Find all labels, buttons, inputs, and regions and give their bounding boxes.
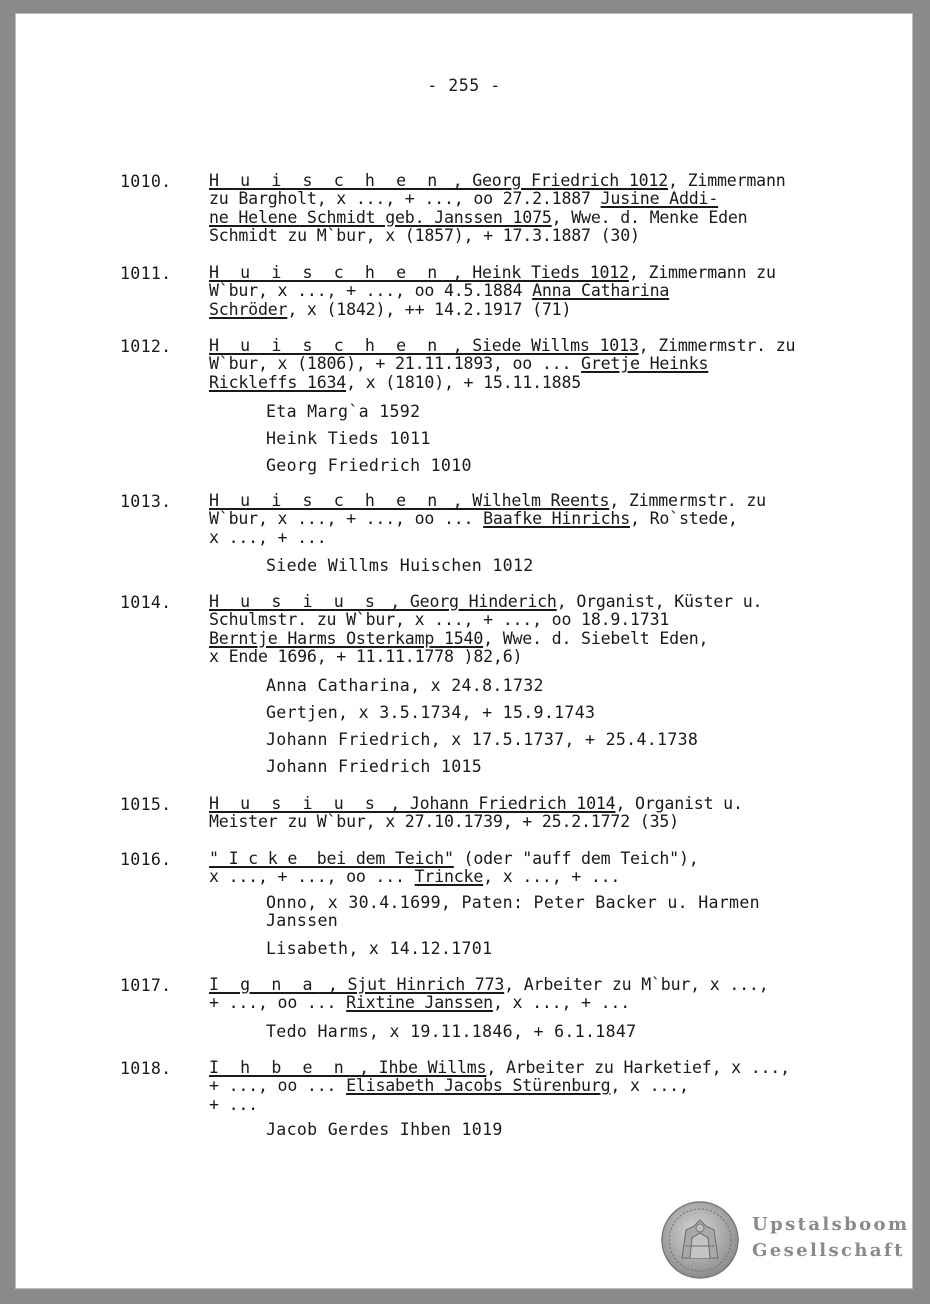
entry-details: , Organist u. xyxy=(615,794,743,813)
entry-details: + ... xyxy=(209,1094,258,1114)
surname: H u i s c h e n xyxy=(209,263,443,282)
entry-details: W`bur, x ..., + ..., oo 4.5.1884 xyxy=(209,281,533,301)
underlined-name: Anna Catharina xyxy=(532,281,670,301)
entry-number: 1014. xyxy=(120,593,172,612)
entry-line xyxy=(209,1059,849,1077)
child-entry: Georg Friedrich 1010 xyxy=(266,456,472,475)
entry-line xyxy=(209,264,849,282)
surname: H u i s c h e n xyxy=(209,491,443,510)
name-heading xyxy=(209,794,615,813)
surname: H u s i u s xyxy=(209,592,381,611)
document-body xyxy=(16,14,912,1288)
entry-details: , Wwe. d. Menke Eden xyxy=(551,207,748,227)
entry-number: 1018. xyxy=(120,1059,172,1078)
given-names: , Heink Tieds 1012 xyxy=(442,263,629,282)
entry-number: 1017. xyxy=(120,976,172,995)
entry-number: 1011. xyxy=(120,264,172,283)
child-entry: Lisabeth, x 14.12.1701 xyxy=(266,939,493,959)
child-entry: Jacob Gerdes Ihben 1019 xyxy=(266,1120,503,1139)
child-entry: Anna Catharina, x 24.8.1732 xyxy=(266,676,544,695)
entry-line xyxy=(209,172,849,190)
underlined-name: ne Helene Schmidt geb. Janssen 1075 xyxy=(209,207,552,227)
name-heading xyxy=(209,171,668,190)
entry-details: Schmidt zu M`bur, x (1857), + 17.3.1887 (30) xyxy=(209,226,640,246)
entry-line xyxy=(209,337,849,355)
entry-details: , x (1810), + 15.11.1885 xyxy=(346,372,582,392)
entry-line xyxy=(209,510,849,528)
entry-details: , x ..., + ... xyxy=(483,867,621,887)
entry-line xyxy=(209,355,849,373)
entry-number: 1010. xyxy=(120,172,172,191)
entry-line xyxy=(209,1096,849,1114)
entry-text xyxy=(209,337,849,392)
underlined-name: Schröder xyxy=(209,299,288,319)
given-names: , Ihbe Willms xyxy=(349,1058,487,1077)
entry-text xyxy=(209,850,849,887)
entry-details: , Arbeiter zu Harketief, x ..., xyxy=(486,1058,790,1077)
entry-details: , x (1842), ++ 14.2.1917 (71) xyxy=(287,299,572,319)
entry-line xyxy=(209,648,849,666)
logo-text-line2: Gesellschaft xyxy=(752,1240,905,1261)
underlined-name: Trincke xyxy=(414,867,484,887)
name-heading xyxy=(209,1058,486,1077)
underlined-name: Jusine Addi- xyxy=(600,189,719,209)
given-names: , Georg Friedrich 1012 xyxy=(442,171,669,190)
name-heading xyxy=(209,975,504,994)
entry-details: , Ro`stede, xyxy=(630,509,738,529)
entry-line xyxy=(209,209,849,227)
given-names: , Siede Willms 1013 xyxy=(442,336,639,355)
entry-text xyxy=(209,492,849,547)
entry-details: W`bur, x (1806), + 21.11.1893, oo ... xyxy=(209,354,582,374)
entry-text xyxy=(209,976,849,1013)
entry-details: , Zimmermann xyxy=(668,171,786,190)
document-page xyxy=(16,14,912,1288)
entry-text xyxy=(209,1059,849,1114)
entry-line xyxy=(209,630,849,648)
given-names: , Wilhelm Reents xyxy=(442,491,610,510)
entry-details: x ..., + ... xyxy=(209,527,327,547)
entry-line xyxy=(209,976,849,994)
entry-details: x Ende 1696, + 11.11.1778 )82,6) xyxy=(209,647,523,667)
entry-details: Meister zu W`bur, x 27.10.1739, + 25.2.1772 (35) xyxy=(209,812,679,832)
child-entry: Johann Friedrich, x 17.5.1737, + 25.4.1738 xyxy=(266,730,699,749)
entry-line xyxy=(209,1077,849,1095)
child-entry: Siede Willms Huischen 1012 xyxy=(266,556,534,575)
name-heading xyxy=(209,491,609,510)
entry-line xyxy=(209,813,849,831)
child-entry: Onno, x 30.4.1699, Paten: Peter Backer u. Harmen Janssen xyxy=(266,893,771,931)
surname: I h b e n xyxy=(209,1058,350,1077)
child-entry: Eta Marg`a 1592 xyxy=(266,402,421,421)
entry-line xyxy=(209,190,849,208)
given-names: , Georg Hinderich xyxy=(380,592,557,611)
entry-details: , Zimmermstr. zu xyxy=(638,336,796,355)
entry-line xyxy=(209,795,849,813)
underlined-name: Gretje Heinks xyxy=(581,354,709,374)
surname: H u i s c h e n xyxy=(209,336,443,355)
entry-details: zu Bargholt, x ..., + ..., oo 27.2.1887 xyxy=(209,189,601,209)
entry-line xyxy=(209,301,849,319)
given-names: , Johann Friedrich 1014 xyxy=(380,794,616,813)
name-heading xyxy=(209,336,639,355)
entry-line xyxy=(209,227,849,245)
underlined-name: Berntje Harms Osterkamp 1540 xyxy=(209,628,484,648)
underlined-name: Rickleffs 1634 xyxy=(209,372,347,392)
entry-text xyxy=(209,593,849,667)
entry-details: , Zimmermstr. zu xyxy=(609,491,766,510)
entry-line xyxy=(209,994,849,1012)
entry-text xyxy=(209,264,849,319)
page-number: - 255 - xyxy=(427,76,501,95)
given-names: , Sjut Hinrich 773 xyxy=(318,975,505,994)
entry-details: , x ..., + ... xyxy=(492,993,631,1013)
entry-details: + ..., oo ... xyxy=(209,1076,347,1096)
entry-details: , Zimmermann zu xyxy=(628,263,776,282)
entry-line xyxy=(209,868,849,886)
entry-number: 1015. xyxy=(120,795,172,814)
surname: I g n a xyxy=(209,975,319,994)
child-entry: Heink Tieds 1011 xyxy=(266,429,431,448)
entry-details: , Wwe. d. Siebelt Eden, xyxy=(483,628,709,648)
entry-details: W`bur, x ..., + ..., oo ... xyxy=(209,509,484,529)
entry-text xyxy=(209,795,849,832)
entry-line xyxy=(209,374,849,392)
entry-line xyxy=(209,282,849,300)
underlined-name: Baafke Hinrichs xyxy=(483,509,630,529)
entry-line xyxy=(209,492,849,510)
entry-details: + ..., oo ... xyxy=(209,993,347,1013)
seal-icon xyxy=(660,1200,740,1280)
entry-line xyxy=(209,611,849,629)
child-entry: Johann Friedrich 1015 xyxy=(266,757,483,776)
entry-number: 1013. xyxy=(120,492,172,511)
entry-line xyxy=(209,529,849,547)
surname: H u s i u s xyxy=(209,794,381,813)
entry-number: 1016. xyxy=(120,850,172,869)
child-entry: Gertjen, x 3.5.1734, + 15.9.1743 xyxy=(266,703,596,722)
logo-text-line1: Upstalsboom xyxy=(752,1214,910,1235)
entry-details: , Arbeiter zu M`bur, x ..., xyxy=(504,975,769,994)
underlined-name: Elisabeth Jacobs Stürenburg xyxy=(346,1076,611,1096)
entry-details: x ..., + ..., oo ... xyxy=(209,867,415,887)
name-heading xyxy=(209,592,557,611)
entry-details: Schulmstr. zu W`bur, x ..., + ..., oo 18.9.1731 xyxy=(209,610,670,630)
entry-details: , x ..., xyxy=(610,1076,689,1096)
entry-line xyxy=(209,850,849,868)
child-entry: Tedo Harms, x 19.11.1846, + 6.1.1847 xyxy=(266,1022,637,1041)
name-heading xyxy=(209,263,629,282)
entry-number: 1012. xyxy=(120,337,172,356)
underlined-name: Rixtine Janssen xyxy=(346,993,493,1013)
entry-text xyxy=(209,172,849,246)
entry-line xyxy=(209,593,849,611)
underlined-name: " I c k e bei dem Teich" xyxy=(209,849,454,868)
entry-details: (oder "auff dem Teich"), xyxy=(453,849,699,868)
entry-details: , Organist, Küster u. xyxy=(556,592,763,611)
surname: H u i s c h e n xyxy=(209,171,443,190)
